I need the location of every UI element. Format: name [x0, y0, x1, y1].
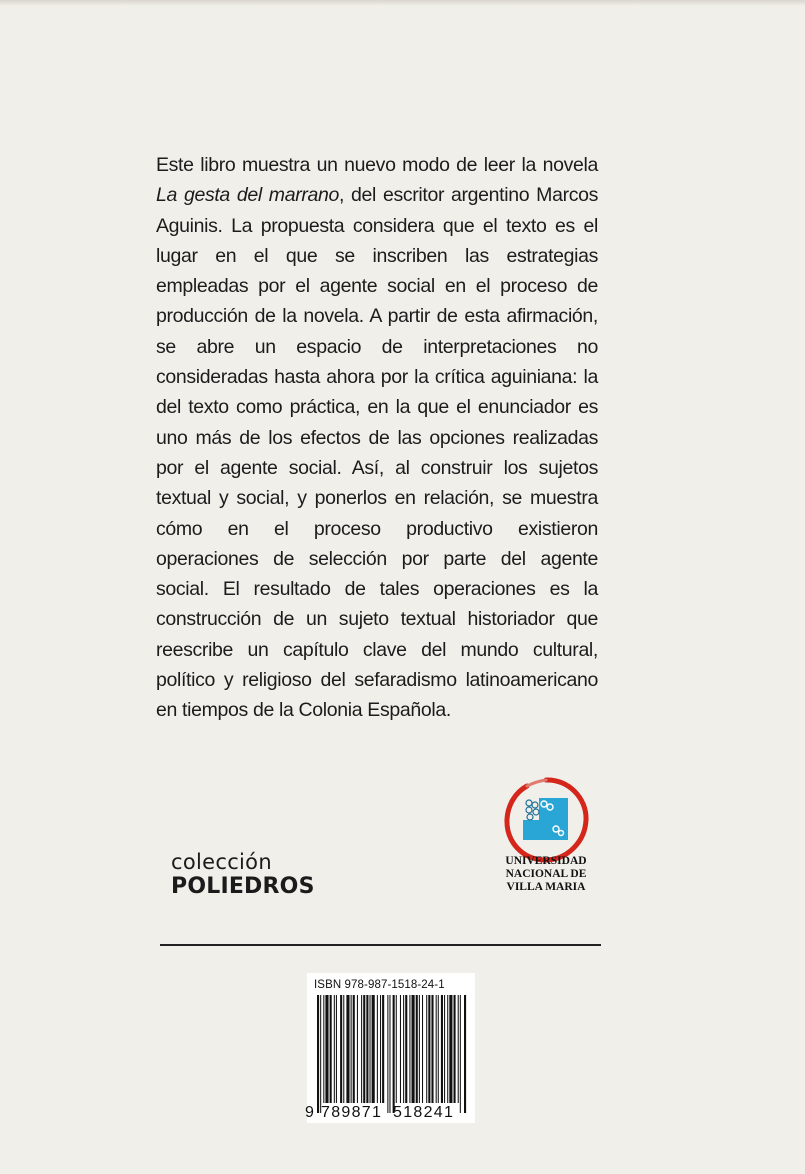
- barcode-bar: [366, 995, 368, 1103]
- ean-group-1: 789871: [321, 1104, 383, 1121]
- back-cover-blurb: [156, 150, 598, 726]
- barcode-bar: [346, 995, 349, 1103]
- ean-lead-digit: 9: [305, 1104, 315, 1121]
- barcode-bar: [382, 995, 384, 1103]
- publisher-name: [490, 855, 602, 894]
- collection-name: POLIEDROS: [171, 874, 315, 899]
- barcode-bar: [361, 995, 362, 1103]
- barcode-bar: [426, 995, 427, 1103]
- blurb-paragraph: [156, 150, 598, 726]
- ean-group-2: 518241: [393, 1104, 455, 1121]
- university-logo-icon: [500, 774, 592, 866]
- barcode-bar: [460, 995, 461, 1113]
- barcode-bar: [363, 995, 365, 1103]
- barcode-bar: [458, 995, 459, 1103]
- blurb-intro: Este libro muestra un nuevo modo de leer la novela: [156, 154, 598, 176]
- barcode-bar: [416, 995, 418, 1103]
- barcode-bar: [325, 995, 328, 1103]
- collection-word: colección: [171, 850, 272, 874]
- publisher-line-3: VILLA MARIA: [506, 881, 586, 893]
- isbn-text: ISBN 978-987-1518-24-1: [314, 979, 445, 991]
- barcode-bar: [431, 995, 433, 1103]
- blurb-body: , del escritor argentino Marcos Aguinis. La propuesta considera que el texto es el lugar en el que se inscriben las estrategias empleadas por el agente social en el proceso de producción de la novela. A partir de esta afirmación, se abre un espacio de interpretaciones no consideradas hasta ahora por la crítica aguiniana: la del texto como práctica, en la que el enunciador es uno más de los efectos de las opciones realizadas por el agente social. Así, al construir los sujetos textual y social, y ponerlos en relación, se muestra cómo en el proceso productivo existieron operaciones de selección por parte del agente social. El resultado de tales operaciones es la construcción de un sujeto textual historiador que reescribe un capítulo clave del mundo cultural, político y religioso del sefaradismo latinoamericano en tiempos de la Colonia Española.: [156, 184, 599, 722]
- page-edge: [0, 0, 805, 6]
- barcode-bar: [419, 995, 420, 1103]
- publisher-line-2: NACIONAL DE: [505, 868, 587, 880]
- barcode-bar: [454, 995, 456, 1103]
- barcode-bar: [334, 995, 335, 1103]
- barcode-bar: [409, 995, 410, 1103]
- barcode-bar: [396, 995, 397, 1103]
- barcode-bar: [389, 995, 390, 1113]
- barcode-bar: [336, 995, 337, 1103]
- barcode-bar: [400, 995, 401, 1103]
- novel-title: La gesta del marrano: [156, 184, 339, 207]
- barcode-bar: [317, 995, 319, 1113]
- barcode-bar: [441, 995, 443, 1103]
- barcode-bar: [387, 995, 388, 1113]
- barcode-bar: [438, 995, 439, 1103]
- barcode-bar: [343, 995, 344, 1103]
- barcode-bar: [372, 995, 375, 1103]
- barcode-bar: [403, 995, 404, 1103]
- barcode-bar: [330, 995, 332, 1103]
- barcode-bar: [353, 995, 355, 1103]
- barcode-bar: [449, 995, 452, 1103]
- barcode-bar: [357, 995, 358, 1103]
- barcode-bar: [447, 995, 448, 1103]
- barcode-bar: [444, 995, 445, 1103]
- barcode-bar: [436, 995, 437, 1103]
- barcode-bar: [422, 995, 423, 1103]
- barcode-bar: [323, 995, 324, 1103]
- barcode-bar: [377, 995, 378, 1103]
- barcode-icon: [313, 995, 469, 1118]
- barcode-bar: [380, 995, 381, 1103]
- barcode-bar: [340, 995, 342, 1103]
- barcode-bar: [405, 995, 407, 1103]
- publisher-line-1: UNIVERSIDAD: [505, 855, 587, 867]
- barcode-bar: [351, 995, 352, 1103]
- barcode-bar: [412, 995, 415, 1103]
- barcode-bar: [464, 995, 466, 1113]
- barcode-bar: [428, 995, 430, 1103]
- barcode-bar: [320, 995, 321, 1113]
- divider-line: [160, 944, 601, 946]
- barcode-bar: [393, 995, 395, 1113]
- collection-label: [171, 850, 315, 900]
- barcode-bar: [370, 995, 371, 1103]
